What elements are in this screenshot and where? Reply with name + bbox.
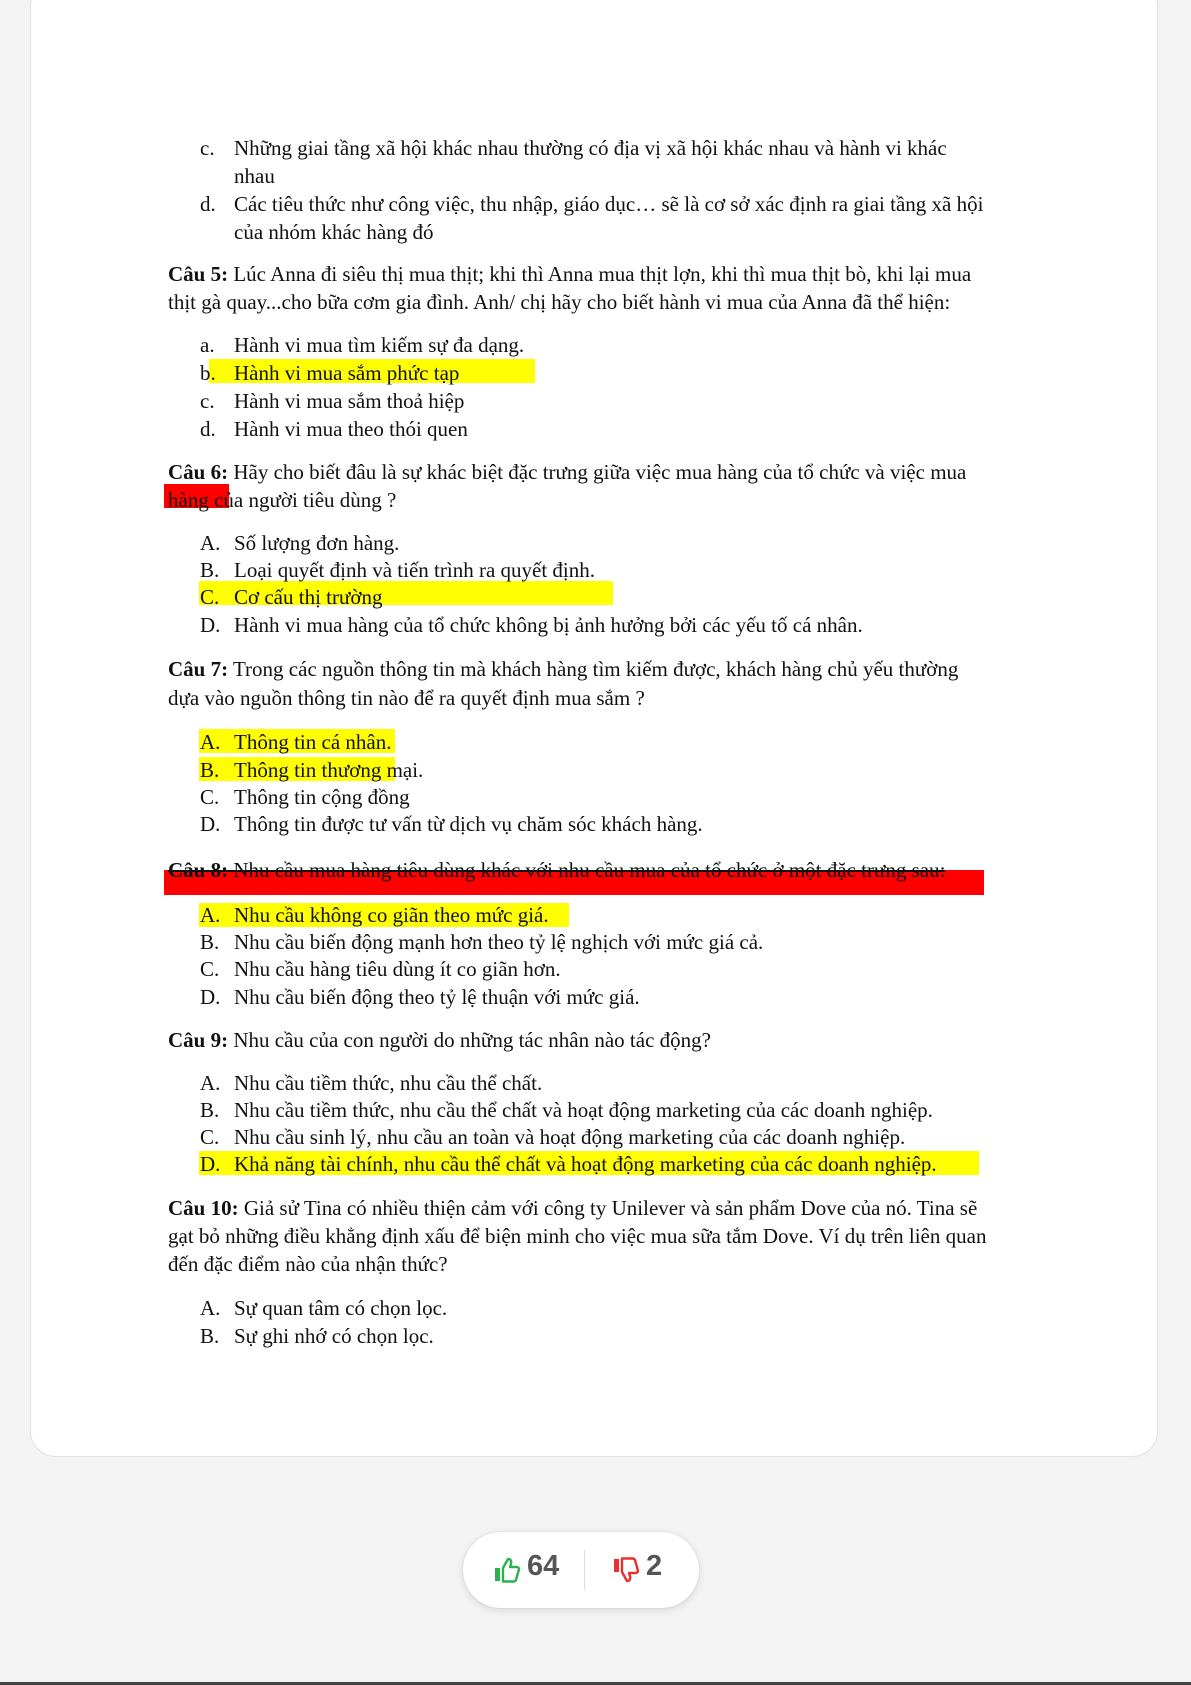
- question-5-line2: thịt gà quay...cho bữa cơm gia đình. Anh/ chị hãy cho biết hành vi mua của Anna đã thể hiện:: [168, 290, 951, 314]
- upvote-count[interactable]: 64: [527, 1550, 560, 1582]
- question-7-line2: dựa vào nguồn thông tin nào để ra quyết định mua sắm ?: [168, 686, 645, 710]
- vote-widget: [463, 1532, 699, 1608]
- question-10-line1: Câu 10: Giả sử Tina có nhiều thiện cảm với công ty Unilever và sản phẩm Dove của nó. Tina sẽ: [168, 1196, 978, 1220]
- question-9-line1: Câu 9: Nhu cầu của con người do những tác nhân nào tác động?: [168, 1028, 711, 1052]
- question-6-line2: hàng của người tiêu dùng ?: [168, 488, 397, 512]
- question-10-line2: gạt bỏ những điều khẳng định xấu để biện minh cho việc mua sữa tắm Dove. Ví dụ trên liên quan: [168, 1224, 987, 1248]
- thumbs-up-icon[interactable]: [493, 1556, 521, 1584]
- option-d-prev-cont: của nhóm khác hàng đó: [234, 220, 434, 244]
- question-8-line1: Câu 8: Nhu cầu mua hàng tiêu dùng khác với nhu cầu mua của tổ chức ở một đặc trưng sau:: [168, 858, 946, 882]
- question-10-line3: đến đặc điểm nào của nhận thức?: [168, 1252, 448, 1276]
- vote-divider: [584, 1550, 585, 1590]
- question-5-line1: Câu 5: Lúc Anna đi siêu thị mua thịt; khi thì Anna mua thịt lợn, khi thì mua thịt bò, khi lại mua: [168, 262, 972, 286]
- option-c-prev-cont: nhau: [234, 164, 275, 188]
- question-6-line1: Câu 6: Hãy cho biết đâu là sự khác biệt đặc trưng giữa việc mua hàng của tổ chức và việc mua: [168, 460, 967, 484]
- thumbs-down-icon[interactable]: [612, 1556, 640, 1584]
- document-page: c. Những giai tầng xã hội khác nhau thường có địa vị xã hội khác nhau và hành vi khác nhau d. Các tiêu thức như công việc, thu nhập, giáo dục… sẽ là cơ sở xác định ra giai tầng xã hội của nhóm khác hàng đó Câu 5: Lúc Anna đi siêu thị mua thịt; khi thì Anna mua thịt lợn, khi thì mua thịt bò, khi lại mua thịt gà quay...cho bữa cơm gia đình. Anh/ chị hãy cho biết hành vi mua của Anna đã thể hiện: a. Hành vi mua tìm kiếm sự đa dạng. b. Hành vi mua sắm phức tạp c. Hành vi mua sắm thoả hiệp d. Hành vi mua theo thói quen Câu 6: Hãy cho biết đâu là sự khác biệt đặc trưng giữa việc mua hàng của tổ chức và việc mua hàng của người tiêu dùng ? A. Số lượng đơn hàng. B. Loại quyết định và tiến trình ra quyết định. C. Cơ cấu thị trường D. Hành vi mua hàng của tổ chức không bị ảnh hưởng bởi các yếu tố cá nhân. Câu 7: Trong các nguồn thông tin mà khách hàng tìm kiếm được, khách hàng chủ yếu thường dựa vào nguồn thông tin nào để ra quyết định mua sắm ? A. Thông tin cá nhân. B. Thông tin thương mại. C. Thông tin cộng đồng D. Thông tin được tư vấn từ dịch vụ chăm sóc khách hàng. Câu 8: Nhu cầu mua hàng tiêu dùng khác với nhu cầu mua của tổ chức ở một đặc trưng sau: A. Nhu cầu không co giãn theo mức giá. B. Nhu cầu biến động mạnh hơn theo tỷ lệ nghịch với mức giá cả. C. Nhu cầu hàng tiêu dùng ít co giãn hơn. D. Nhu cầu biến động theo tỷ lệ thuận với mức giá. Câu 9: Nhu cầu của con người do những tác nhân nào tác động? A. Nhu cầu tiềm thức, nhu cầu thể chất. B. Nhu cầu tiềm thức, nhu cầu thể chất và hoạt động marketing của các doanh nghiệp. C. Nhu cầu sinh lý, nhu cầu an toàn và hoạt động marketing của các doanh nghiệp. D. Khả năng tài chính, nhu cầu thể chất và hoạt động marketing của các doanh nghiệp. Câu 10: Giả sử Tina có nhiều thiện cảm với công ty Unilever và sản phẩm Dove của nó. Tina sẽ gạt bỏ những điều khẳng định xấu để biện minh cho việc mua sữa tắm Dove. Ví dụ trên liên quan đến đặc điểm nào của nhận thức? A. Sự quan tâm có chọn lọc. B. Sự ghi nhớ có chọn lọc.: [0, 0, 1191, 1400]
- question-7-line1: Câu 7: Trong các nguồn thông tin mà khách hàng tìm kiếm được, khách hàng chủ yếu thường: [168, 657, 959, 681]
- downvote-count[interactable]: 2: [646, 1550, 663, 1582]
